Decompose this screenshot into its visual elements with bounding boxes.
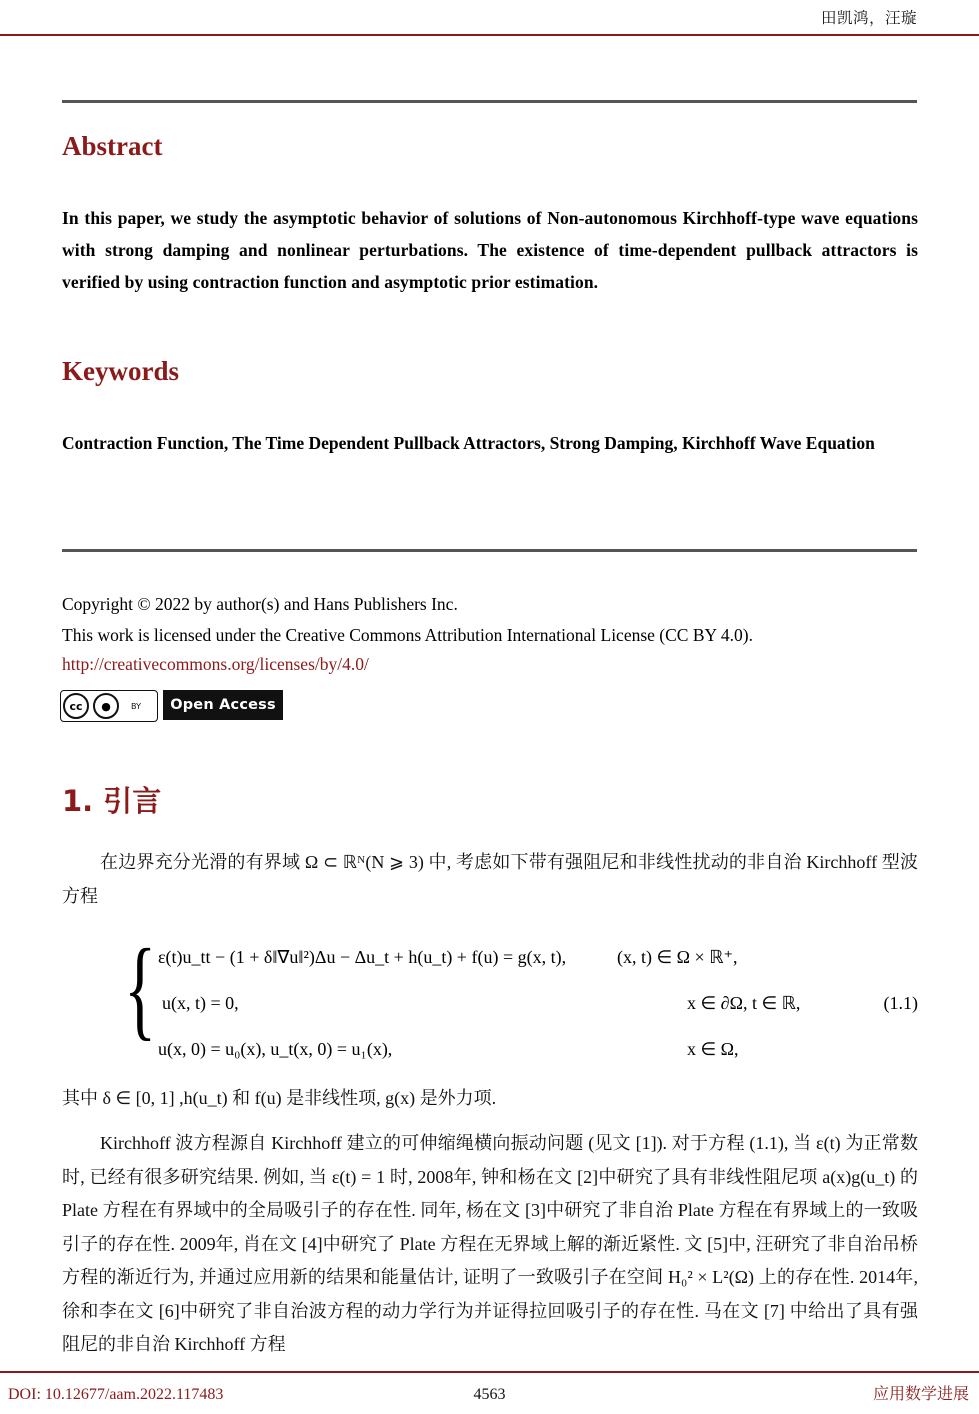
footer-page-number: 4563 <box>473 1386 506 1403</box>
license-link[interactable]: http://creativecommons.org/licenses/by/4.0/ <box>62 654 369 674</box>
equation-line-3: u(x, 0) = u₀(x), u_t(x, 0) = u₁(x), <box>158 1039 393 1059</box>
copyright-line-2: This work is licensed under the Creative Commons Attribution International License (CC BY 4.0). <box>62 625 753 645</box>
equation-condition-1: (x, t) ∈ Ω × ℝ⁺, <box>617 947 738 967</box>
paragraph-intro: 在边界充分光滑的有界域 Ω ⊂ ℝᴺ(N ⩾ 3) 中, 考虑如下带有强阻尼和非线性扰动的非自治 Kirchhoff 型波方程 <box>62 852 918 906</box>
abstract-body: In this paper, we study the asymptotic behavior of solutions of Non-autonomous Kirchhoff-type wave equations with strong damping and nonlinear perturbations. The existence of time-dependent pullback attractors is verified by using contraction function and asymptotic prior estimation. <box>62 208 918 292</box>
equation-brace: { <box>124 927 157 1051</box>
paragraph-after-equation: 其中 δ ∈ [0, 1] ,h(u_t) 和 f(u) 是非线性项, g(x) 是外力项. <box>62 1088 497 1108</box>
abstract-top-rule <box>62 100 917 103</box>
open-access-badge[interactable]: Open Access <box>163 690 283 720</box>
header-rule <box>0 34 979 36</box>
equation-condition-2: x ∈ ∂Ω, t ∈ ℝ, <box>687 993 801 1013</box>
section-heading: 1. 引言 <box>62 784 162 818</box>
abstract-heading: Abstract <box>62 131 163 161</box>
footer-doi[interactable]: DOI: 10.12677/aam.2022.117483 <box>8 1386 224 1403</box>
abstract-bottom-rule <box>62 549 917 552</box>
copyright-line-1: Copyright © 2022 by author(s) and Hans Publishers Inc. <box>62 594 458 614</box>
footer-rule <box>0 1371 979 1373</box>
equation-condition-3: x ∈ Ω, <box>687 1039 739 1059</box>
equation-block <box>62 927 918 1076</box>
equation-line-1: ε(t)u_tt − (1 + δ‖∇u‖²)Δu − Δu_t + h(u_t) + f(u) = g(x, t), <box>158 947 567 967</box>
cc-icon: cc <box>61 692 91 720</box>
equation-number: (1.1) <box>883 993 918 1013</box>
running-head: 田凯鸿，汪璇 <box>820 9 917 27</box>
keywords-heading: Keywords <box>62 356 179 386</box>
creative-commons-badge[interactable] <box>60 690 158 722</box>
cc-by-label: BY <box>131 701 141 711</box>
equation-line-2: u(x, t) = 0, <box>162 993 239 1013</box>
cc-person-icon: ● <box>91 692 121 720</box>
keywords-body: Contraction Function, The Time Dependent Pullback Attractors, Strong Damping, Kirchhoff Wave Equation <box>62 433 875 453</box>
footer-journal-name: 应用数学进展 <box>872 1384 969 1403</box>
paragraph-literature-review: Kirchhoff 波方程源自 Kirchhoff 建立的可伸缩绳横向振动问题 (见文 [1]). 对于方程 (1.1), 当 ε(t) 为正常数时, 已经有很多研究结果. 例如, 当 ε(t) = 1 时, 2008年, 钟和杨在文 [2]中研究了具有非线性阻尼项 a(x)g(u_t) 的 Plate 方程在有界域中的全局吸引子的存在性. 同年, 杨在文 [3]中研究了非自治 Plate 方程在有界域上的一致吸引子的存在性. 2009年, 肖在文 [4]中研究了 Plate 方程在无界域上解的渐近紧性. 文 [5]中, 汪研究了非自治吊桥方程的渐近行为, 并通过应用新的结果和能量估计, 证明了一致吸引子在空间 H₀² × L²(Ω) 上的存在性. 2014年, 徐和李在文 [6]中研究了非自治波方程的动力学行为并证得拉回吸引子的存在性. 马在文 [7] 中给出了具有强阻尼的非自治 Kirchhoff 方程 <box>62 1133 918 1354</box>
